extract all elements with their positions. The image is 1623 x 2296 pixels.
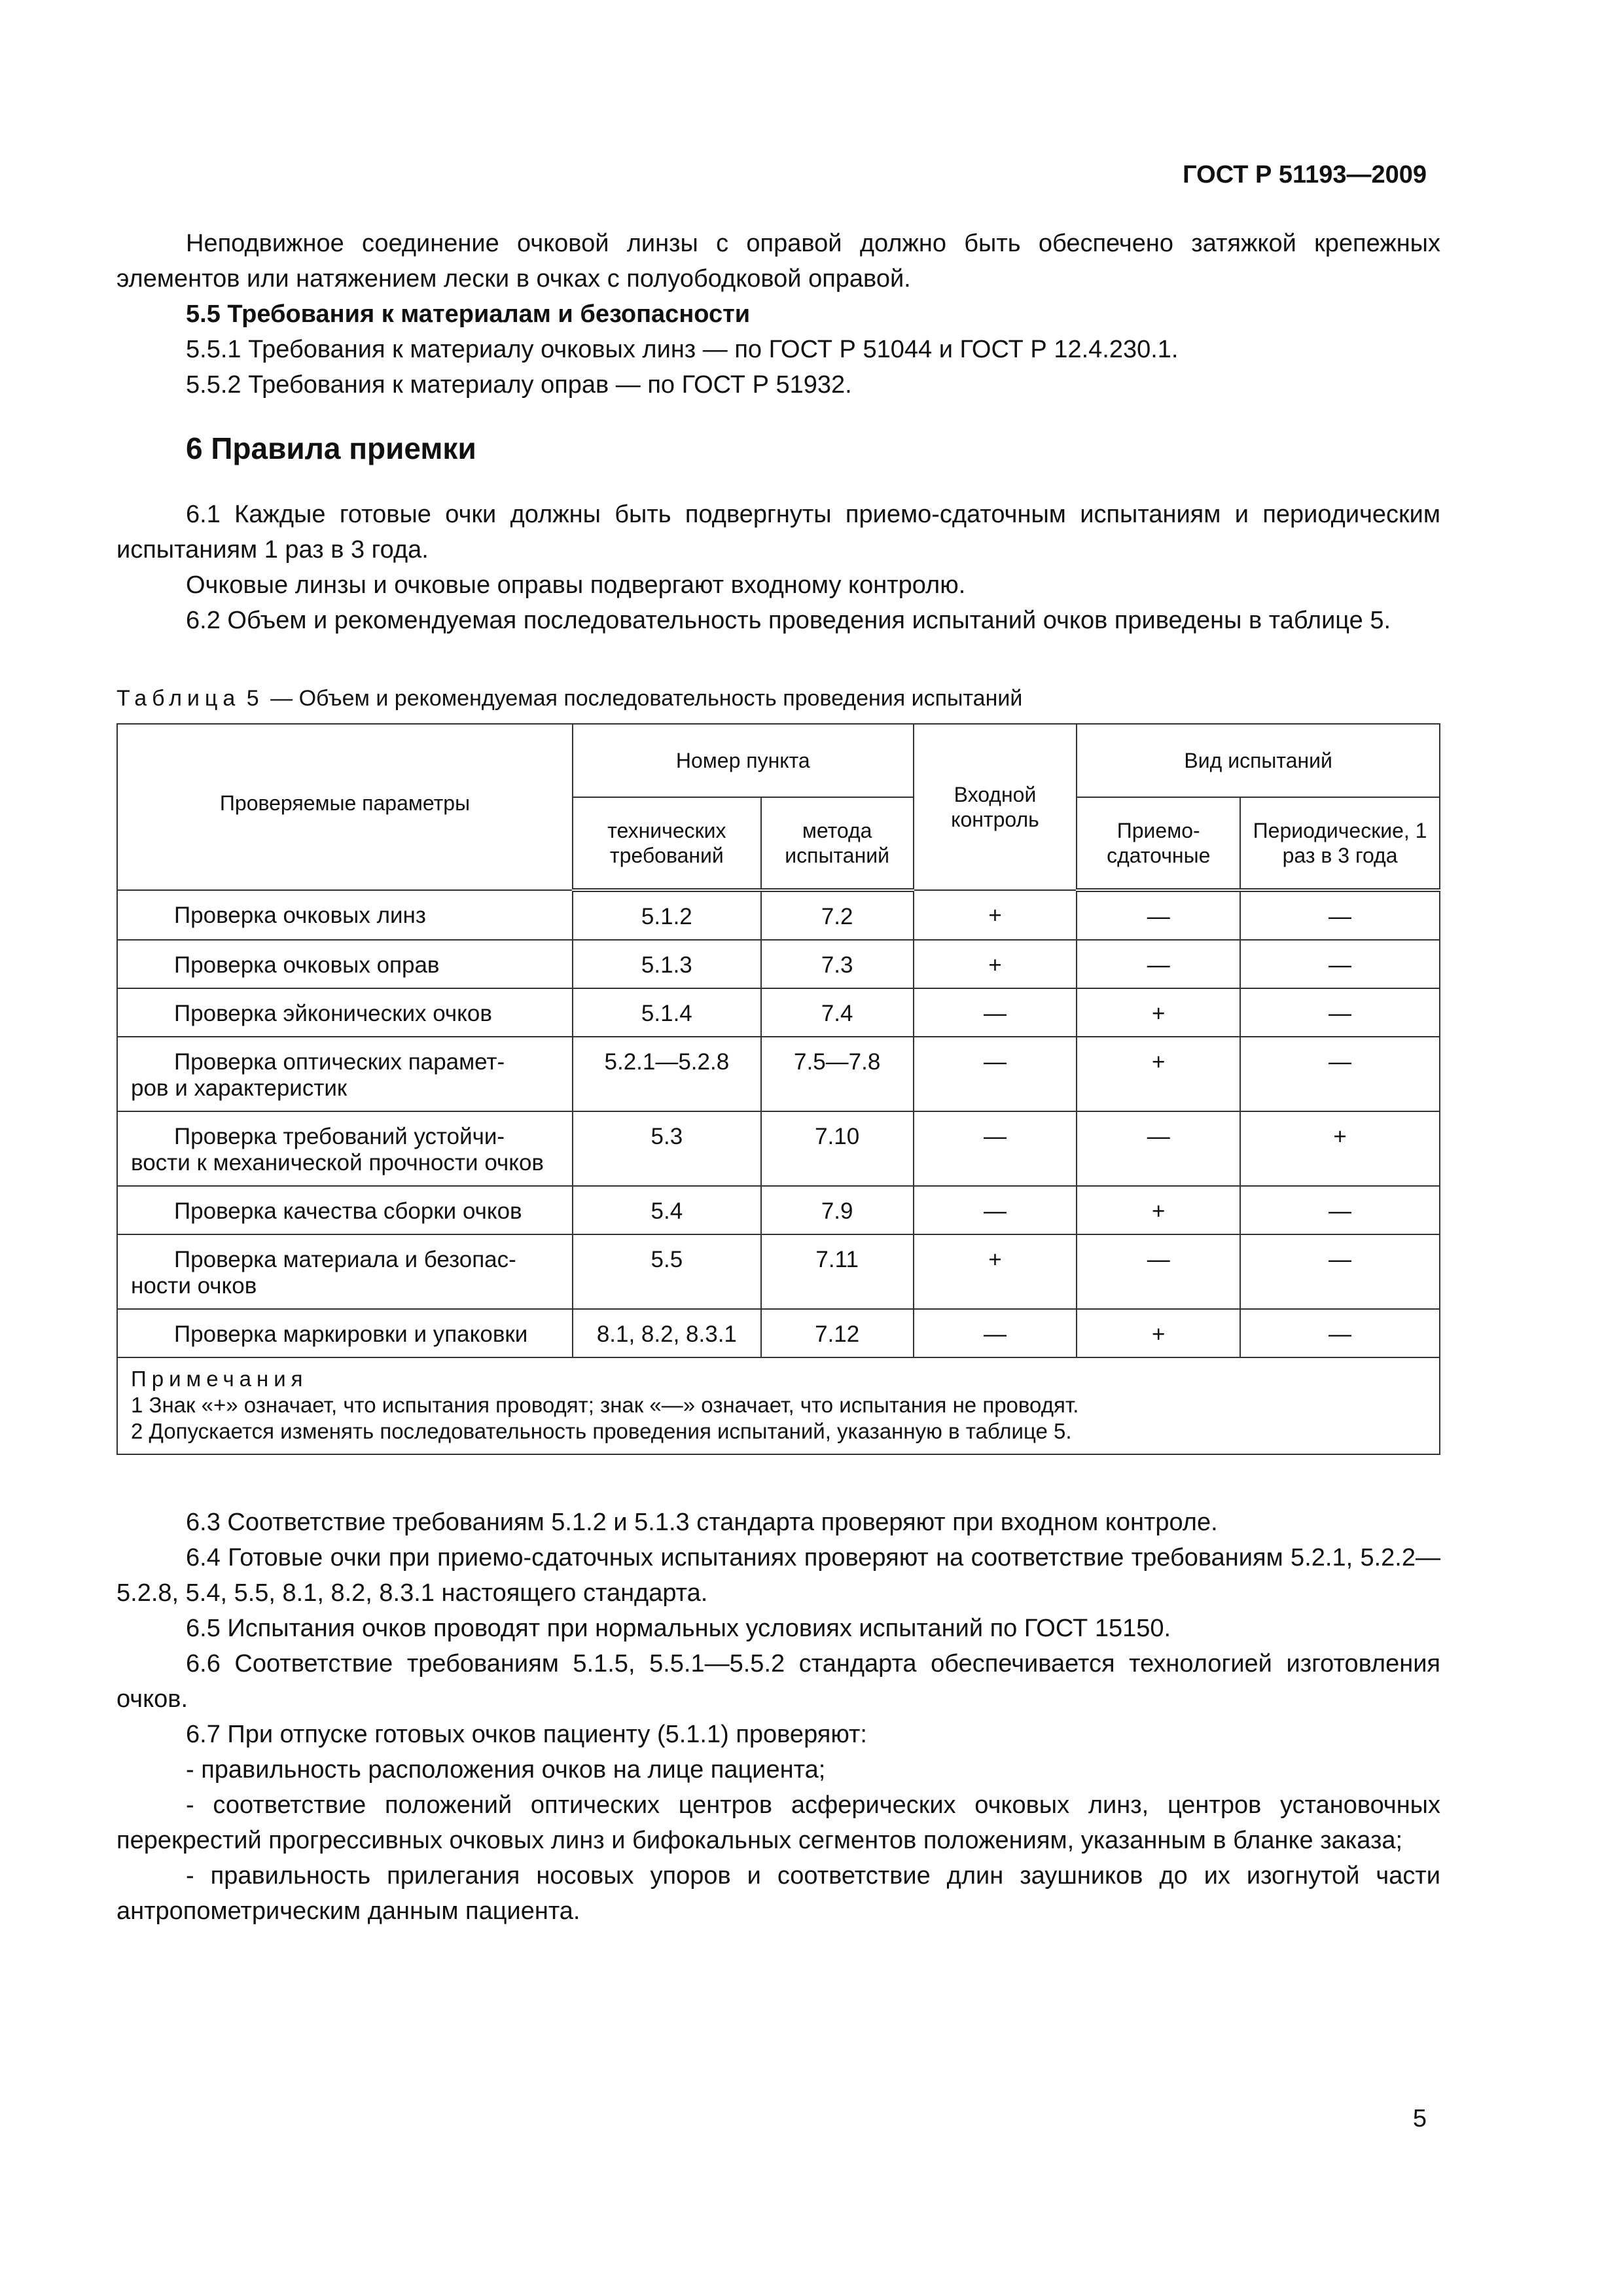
table-row (117, 940, 1440, 988)
row-method: 7.5—7.8 (761, 1037, 914, 1111)
table-caption-text: — Объем и рекомендуемая последовательность проведения испытаний (270, 686, 1023, 711)
row-param-rest: вости к механической прочности очков (131, 1150, 544, 1175)
row-periodic: — (1240, 890, 1440, 940)
paragraph-fixed-connection: Неподвижное соединение очковой линзы с оправой должно быть обеспечено затяжкой крепежных элементов или натяжением лески в очках с полуободковой оправой. (116, 230, 1440, 293)
row-tech: 5.4 (573, 1186, 761, 1234)
row-param-first: Проверка очковых оправ (174, 952, 440, 978)
row-method: 7.2 (761, 890, 914, 940)
row-param-first: Проверка маркировки и упаковки (174, 1321, 528, 1347)
note-2: 2 Допускается изменять последовательность проведения испытаний, указанную в таблице 5. (131, 1419, 1072, 1443)
row-input: + (914, 1234, 1077, 1309)
row-param (117, 940, 573, 988)
header-params: Проверяемые параметры (117, 724, 573, 890)
row-method: 7.9 (761, 1186, 914, 1234)
table-row (117, 1309, 1440, 1357)
table-row (117, 1186, 1440, 1234)
row-accept: + (1077, 988, 1240, 1037)
paragraph-6-1: 6.1 Каждые готовые очки должны быть подвергнуты приемо-сдаточным испытаниям и периодическим испытаниям 1 раз в 3 года. (116, 501, 1440, 564)
row-method: 7.3 (761, 940, 914, 988)
row-input: — (914, 1111, 1077, 1186)
paragraph-6-1-input-control: Очковые линзы и очковые оправы подвергают входному контролю. (186, 571, 966, 599)
header-test-type: Вид испытаний (1077, 724, 1440, 797)
row-tech: 5.5 (573, 1234, 761, 1309)
row-tech: 8.1, 8.2, 8.3.1 (573, 1309, 761, 1357)
row-periodic: — (1240, 1234, 1440, 1309)
row-input: — (914, 1037, 1077, 1111)
page-number: 5 (1412, 2105, 1427, 2132)
header-item-number: Номер пункта (573, 724, 914, 797)
row-method: 7.11 (761, 1234, 914, 1309)
table-row (117, 1111, 1440, 1186)
table-5 (116, 723, 1440, 1455)
row-input: + (914, 890, 1077, 940)
row-tech: 5.1.4 (573, 988, 761, 1037)
paragraph-5-5-1: 5.5.1 Требования к материалу очковых линз — по ГОСТ Р 51044 и ГОСТ Р 12.4.230.1. (186, 336, 1179, 363)
row-accept: + (1077, 1309, 1240, 1357)
section-5-5-title: 5.5 Требования к материалам и безопасности (186, 300, 751, 328)
header-input-control: Входной контроль (914, 724, 1077, 890)
row-tech: 5.1.3 (573, 940, 761, 988)
table-caption (116, 683, 1440, 714)
row-param (117, 1037, 573, 1111)
note-1: 1 Знак «+» означает, что испытания проводят; знак «—» означает, что испытания не проводят. (131, 1393, 1079, 1417)
header-tech-requirements: технических требований (573, 797, 761, 890)
row-param (117, 890, 573, 940)
paragraph-6-3: 6.3 Соответствие требованиям 5.1.2 и 5.1.3 стандарта проверяют при входном контроле. (186, 1509, 1218, 1536)
list-item: - правильность расположения очков на лице пациента; (186, 1756, 826, 1784)
paragraph-6-5: 6.5 Испытания очков проводят при нормальных условиях испытаний по ГОСТ 15150. (186, 1615, 1171, 1642)
row-param-first: Проверка эйконических очков (174, 1001, 492, 1026)
row-param-first: Проверка оптических парамет- (174, 1049, 505, 1075)
section-6-title: 6 Правила приемки (186, 431, 476, 465)
row-accept: — (1077, 890, 1240, 940)
table-row (117, 890, 1440, 940)
list-item: - соответствие положений оптических центров асферических очковых линз, центров установочных перекрестий прогрессивных очковых линз и бифокальных сегментов положениям, указанным в бланке заказа; (116, 1791, 1440, 1854)
row-param (117, 1234, 573, 1309)
header-acceptance: Приемо-сдаточные (1077, 797, 1240, 890)
row-method: 7.12 (761, 1309, 914, 1357)
row-method: 7.4 (761, 988, 914, 1037)
paragraph-5-5-2: 5.5.2 Требования к материалу оправ — по ГОСТ Р 51932. (186, 371, 852, 399)
row-param-first: Проверка качества сборки очков (174, 1198, 522, 1224)
row-method: 7.10 (761, 1111, 914, 1186)
row-param (117, 1186, 573, 1234)
row-param-rest: ности очков (131, 1273, 257, 1299)
header-periodic: Периодические, 1 раз в 3 года (1240, 797, 1440, 890)
row-input: — (914, 1186, 1077, 1234)
table-caption-number: 5 (246, 686, 264, 711)
row-input: + (914, 940, 1077, 988)
row-tech: 5.2.1—5.2.8 (573, 1037, 761, 1111)
row-periodic: — (1240, 1309, 1440, 1357)
table-caption-label: Таблица (116, 686, 241, 711)
row-param-first: Проверка требований устойчи- (174, 1124, 505, 1149)
row-periodic: + (1240, 1111, 1440, 1186)
row-periodic: — (1240, 940, 1440, 988)
row-tech: 5.3 (573, 1111, 761, 1186)
page-content (116, 226, 1440, 1929)
row-param-rest: ров и характеристик (131, 1075, 348, 1101)
header-test-method: метода испытаний (761, 797, 914, 890)
document-code: ГОСТ Р 51193—2009 (1183, 161, 1427, 188)
table-row (117, 988, 1440, 1037)
list-item: - правильность прилегания носовых упоров и соответствие длин заушников до их изогнутой части антропометрическим данным пациента. (116, 1862, 1440, 1925)
row-param-first: Проверка очковых линз (174, 903, 426, 928)
paragraph-6-4: 6.4 Готовые очки при приемо-сдаточных испытаниях проверяют на соответствие требованиям 5.2.1, 5.2.2—5.2.8, 5.4, 5.5, 8.1, 8.2, 8.3.1 настоящего стандарта. (116, 1544, 1440, 1607)
row-accept: + (1077, 1037, 1240, 1111)
row-param (117, 988, 573, 1037)
table-row (117, 1234, 1440, 1309)
row-accept: — (1077, 1111, 1240, 1186)
row-periodic: — (1240, 1037, 1440, 1111)
notes-title: Примечания (131, 1367, 308, 1391)
row-periodic: — (1240, 1186, 1440, 1234)
row-tech: 5.1.2 (573, 890, 761, 940)
paragraph-6-6: 6.6 Соответствие требованиям 5.1.5, 5.5.1—5.5.2 стандарта обеспечивается технологией изготовления очков. (116, 1650, 1440, 1713)
table-row (117, 1037, 1440, 1111)
after-table-section (116, 1505, 1440, 1929)
row-param-first: Проверка материала и безопас- (174, 1247, 516, 1272)
table-notes (117, 1357, 1440, 1454)
row-accept: — (1077, 940, 1240, 988)
row-param (117, 1111, 573, 1186)
paragraph-6-2: 6.2 Объем и рекомендуемая последовательность проведения испытаний очков приведены в таблице 5. (186, 607, 1391, 634)
row-param (117, 1309, 573, 1357)
row-accept: + (1077, 1186, 1240, 1234)
row-input: — (914, 988, 1077, 1037)
table-notes-row (117, 1357, 1440, 1454)
paragraph-6-7: 6.7 При отпуске готовых очков пациенту (5.1.1) проверяют: (186, 1721, 867, 1748)
row-periodic: — (1240, 988, 1440, 1037)
row-input: — (914, 1309, 1077, 1357)
row-accept: — (1077, 1234, 1240, 1309)
